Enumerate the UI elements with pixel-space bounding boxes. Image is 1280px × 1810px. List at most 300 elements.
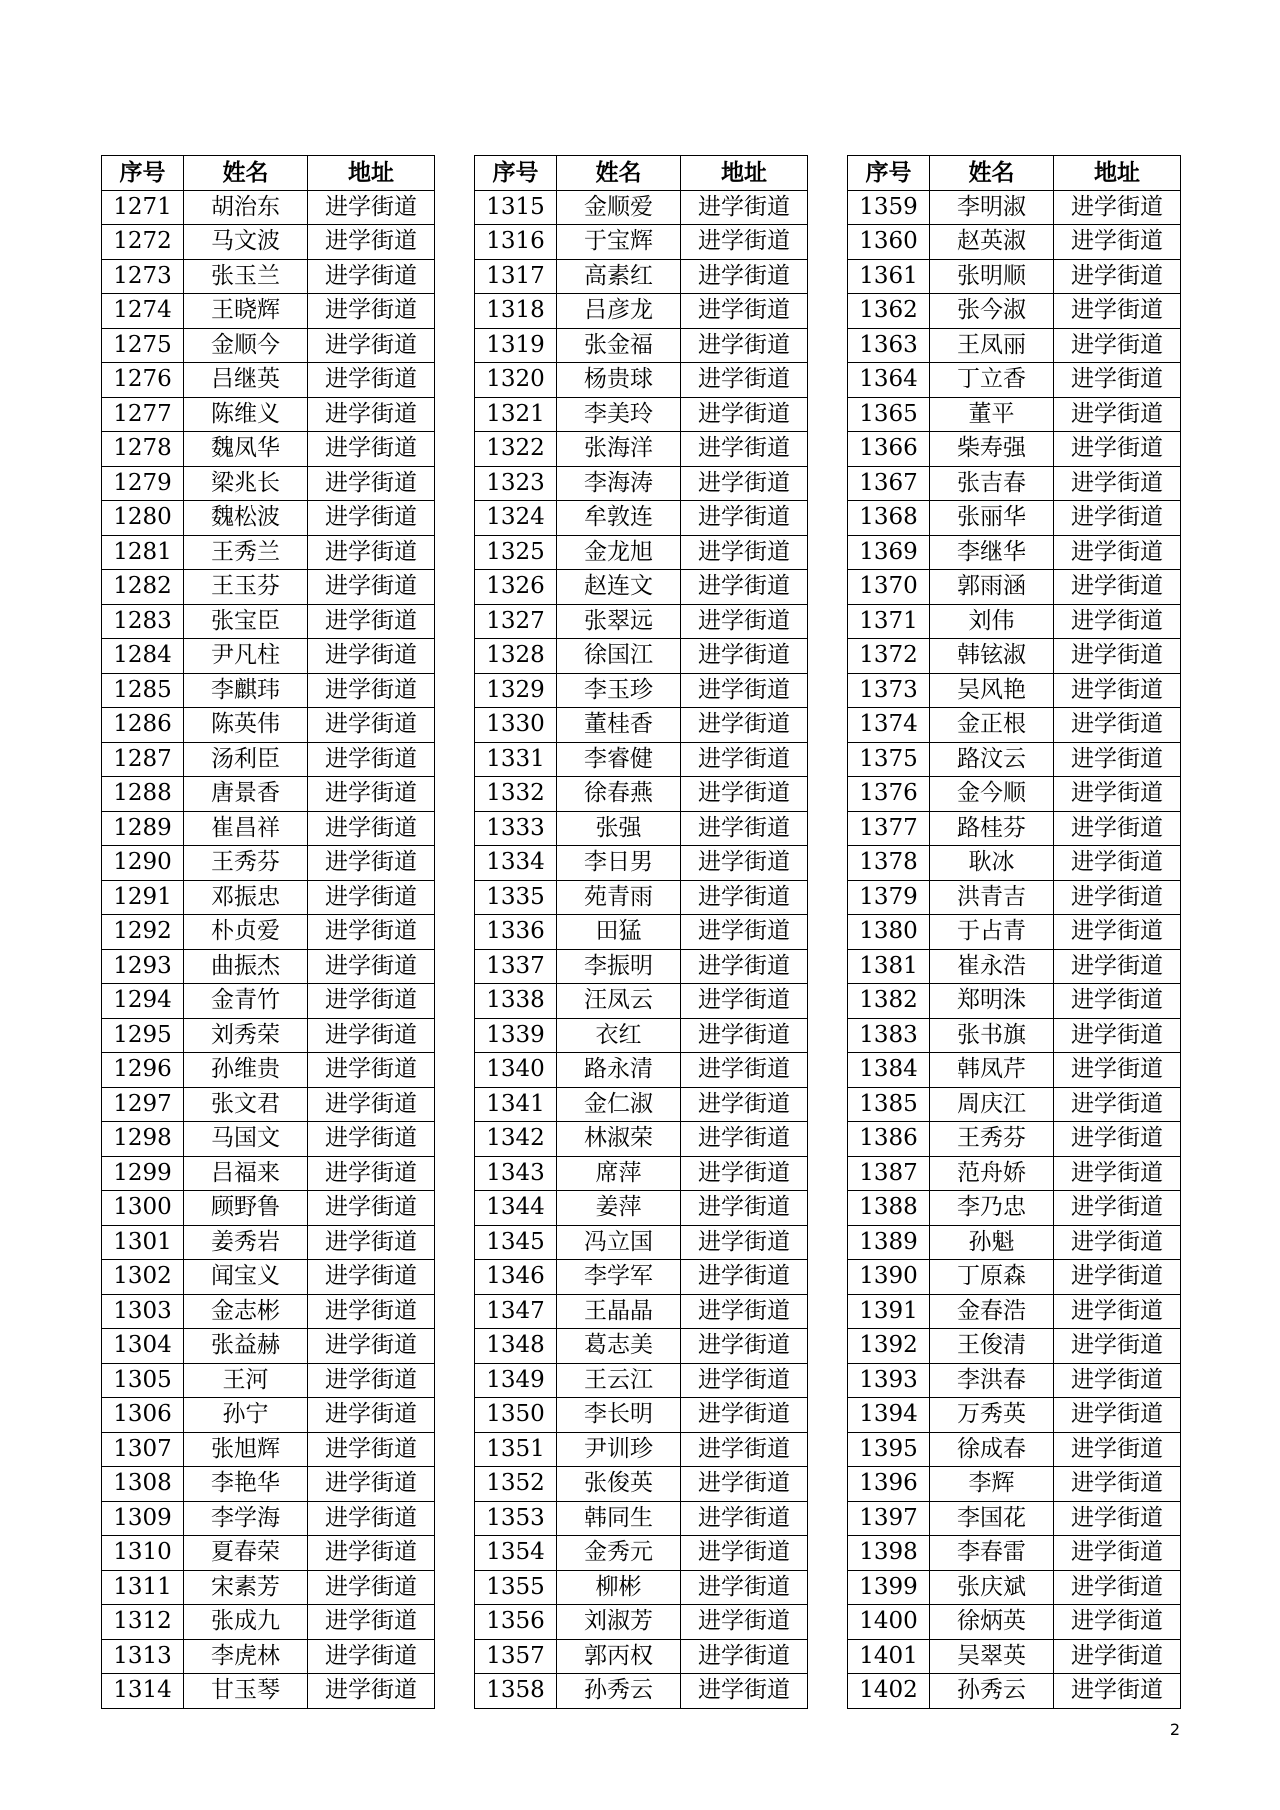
name-cell: 孙秀云	[930, 1674, 1054, 1709]
table-row	[475, 604, 808, 639]
serial-cell: 1304	[102, 1329, 184, 1364]
name-cell: 路汶云	[930, 742, 1054, 777]
serial-cell: 1391	[848, 1294, 930, 1329]
address-cell: 进学街道	[1054, 949, 1181, 984]
serial-cell: 1346	[475, 1260, 557, 1295]
name-cell: 张宝臣	[184, 604, 308, 639]
address-cell: 进学街道	[1054, 1294, 1181, 1329]
serial-cell: 1307	[102, 1432, 184, 1467]
name-cell: 王晶晶	[557, 1294, 681, 1329]
table-row	[475, 811, 808, 846]
table-row	[848, 259, 1181, 294]
address-cell: 进学街道	[681, 1191, 808, 1226]
serial-cell: 1342	[475, 1122, 557, 1157]
serial-cell: 1402	[848, 1674, 930, 1709]
table-row	[102, 1639, 435, 1674]
address-cell: 进学街道	[681, 1053, 808, 1088]
address-cell: 进学街道	[681, 328, 808, 363]
serial-cell: 1371	[848, 604, 930, 639]
table-row	[475, 846, 808, 881]
table-row	[475, 949, 808, 984]
serial-cell: 1397	[848, 1501, 930, 1536]
address-cell: 进学街道	[308, 1605, 435, 1640]
serial-cell: 1334	[475, 846, 557, 881]
address-cell: 进学街道	[681, 915, 808, 950]
serial-cell: 1302	[102, 1260, 184, 1295]
address-cell: 进学街道	[1054, 604, 1181, 639]
serial-cell: 1336	[475, 915, 557, 950]
address-cell: 进学街道	[681, 1294, 808, 1329]
address-cell: 进学街道	[1054, 501, 1181, 536]
serial-cell: 1328	[475, 639, 557, 674]
address-cell: 进学街道	[681, 708, 808, 743]
serial-cell: 1280	[102, 501, 184, 536]
name-cell: 王秀兰	[184, 535, 308, 570]
serial-cell: 1318	[475, 294, 557, 329]
serial-cell: 1338	[475, 984, 557, 1019]
name-cell: 王玉芬	[184, 570, 308, 605]
serial-cell: 1393	[848, 1363, 930, 1398]
name-cell: 朴贞爱	[184, 915, 308, 950]
serial-cell: 1372	[848, 639, 930, 674]
table-row	[475, 742, 808, 777]
serial-cell: 1376	[848, 777, 930, 812]
serial-cell: 1312	[102, 1605, 184, 1640]
table-row	[475, 1053, 808, 1088]
name-cell: 李艳华	[184, 1467, 308, 1502]
address-cell: 进学街道	[681, 1225, 808, 1260]
serial-cell: 1290	[102, 846, 184, 881]
name-cell: 李振明	[557, 949, 681, 984]
address-cell: 进学街道	[1054, 1536, 1181, 1571]
name-cell: 李辉	[930, 1467, 1054, 1502]
serial-cell: 1303	[102, 1294, 184, 1329]
address-cell: 进学街道	[681, 604, 808, 639]
header-row	[102, 156, 435, 191]
table-row	[848, 880, 1181, 915]
address-cell: 进学街道	[1054, 777, 1181, 812]
address-cell: 进学街道	[681, 259, 808, 294]
name-cell: 王秀芬	[930, 1122, 1054, 1157]
address-cell: 进学街道	[1054, 1398, 1181, 1433]
table-row	[848, 708, 1181, 743]
name-cell: 刘淑芳	[557, 1605, 681, 1640]
name-cell: 吴风艳	[930, 673, 1054, 708]
table-row	[848, 1605, 1181, 1640]
table-row	[102, 949, 435, 984]
address-cell: 进学街道	[308, 742, 435, 777]
name-cell: 柳彬	[557, 1570, 681, 1605]
name-cell: 葛志美	[557, 1329, 681, 1364]
address-cell: 进学街道	[308, 1363, 435, 1398]
serial-cell: 1363	[848, 328, 930, 363]
address-cell: 进学街道	[308, 294, 435, 329]
address-cell: 进学街道	[1054, 1363, 1181, 1398]
serial-cell: 1359	[848, 190, 930, 225]
table-row	[102, 1122, 435, 1157]
table-row	[102, 1536, 435, 1571]
address-cell: 进学街道	[681, 1467, 808, 1502]
name-cell: 董平	[930, 397, 1054, 432]
name-cell: 张庆斌	[930, 1570, 1054, 1605]
address-cell: 进学街道	[681, 846, 808, 881]
address-cell: 进学街道	[308, 915, 435, 950]
address-cell: 进学街道	[681, 1329, 808, 1364]
name-cell: 孙维贵	[184, 1053, 308, 1088]
table-row	[475, 501, 808, 536]
name-cell: 徐春燕	[557, 777, 681, 812]
table-row	[848, 1053, 1181, 1088]
table-row	[848, 1018, 1181, 1053]
serial-cell: 1355	[475, 1570, 557, 1605]
address-cell: 进学街道	[1054, 1605, 1181, 1640]
table-row	[475, 880, 808, 915]
serial-cell: 1286	[102, 708, 184, 743]
serial-cell: 1301	[102, 1225, 184, 1260]
name-cell: 王秀芬	[184, 846, 308, 881]
address-cell: 进学街道	[681, 535, 808, 570]
name-cell: 徐炳英	[930, 1605, 1054, 1640]
serial-cell: 1375	[848, 742, 930, 777]
table-row	[102, 639, 435, 674]
serial-cell: 1399	[848, 1570, 930, 1605]
name-cell: 冯立国	[557, 1225, 681, 1260]
table-row	[102, 811, 435, 846]
address-cell: 进学街道	[308, 639, 435, 674]
serial-cell: 1381	[848, 949, 930, 984]
table-row	[848, 535, 1181, 570]
table-row	[848, 1432, 1181, 1467]
address-cell: 进学街道	[681, 1605, 808, 1640]
name-cell: 赵连文	[557, 570, 681, 605]
table-row	[475, 294, 808, 329]
serial-cell: 1281	[102, 535, 184, 570]
name-cell: 徐国江	[557, 639, 681, 674]
address-cell: 进学街道	[308, 949, 435, 984]
address-cell: 进学街道	[1054, 1018, 1181, 1053]
name-cell: 范舟娇	[930, 1156, 1054, 1191]
table-row	[102, 1225, 435, 1260]
serial-cell: 1314	[102, 1674, 184, 1709]
table-row	[475, 1156, 808, 1191]
name-cell: 路永清	[557, 1053, 681, 1088]
address-cell: 进学街道	[308, 846, 435, 881]
header-serial: 序号	[475, 156, 557, 191]
table-row	[475, 1363, 808, 1398]
name-cell: 汪凤云	[557, 984, 681, 1019]
table-row	[848, 501, 1181, 536]
address-cell: 进学街道	[681, 570, 808, 605]
table-row	[848, 984, 1181, 1019]
table-row	[475, 1018, 808, 1053]
table-row	[848, 1570, 1181, 1605]
name-cell: 李美玲	[557, 397, 681, 432]
name-cell: 韩凤芹	[930, 1053, 1054, 1088]
serial-cell: 1294	[102, 984, 184, 1019]
table-row	[475, 190, 808, 225]
address-cell: 进学街道	[1054, 225, 1181, 260]
name-cell: 夏春荣	[184, 1536, 308, 1571]
address-cell: 进学街道	[308, 1501, 435, 1536]
serial-cell: 1352	[475, 1467, 557, 1502]
table-row	[848, 225, 1181, 260]
table-row	[102, 328, 435, 363]
address-cell: 进学街道	[1054, 466, 1181, 501]
serial-cell: 1317	[475, 259, 557, 294]
address-cell: 进学街道	[1054, 1570, 1181, 1605]
serial-cell: 1398	[848, 1536, 930, 1571]
name-cell: 吕彦龙	[557, 294, 681, 329]
table-row	[475, 1536, 808, 1571]
table-row	[102, 363, 435, 398]
serial-cell: 1299	[102, 1156, 184, 1191]
serial-cell: 1373	[848, 673, 930, 708]
serial-cell: 1361	[848, 259, 930, 294]
serial-cell: 1370	[848, 570, 930, 605]
table-row	[475, 1225, 808, 1260]
table-row	[102, 742, 435, 777]
address-cell: 进学街道	[1054, 294, 1181, 329]
address-cell: 进学街道	[1054, 190, 1181, 225]
address-cell: 进学街道	[681, 1570, 808, 1605]
name-cell: 张丽华	[930, 501, 1054, 536]
table-row	[102, 1087, 435, 1122]
address-cell: 进学街道	[308, 984, 435, 1019]
serial-cell: 1400	[848, 1605, 930, 1640]
table-row	[848, 1639, 1181, 1674]
name-cell: 张书旗	[930, 1018, 1054, 1053]
name-cell: 李国花	[930, 1501, 1054, 1536]
table-row	[102, 1018, 435, 1053]
serial-cell: 1368	[848, 501, 930, 536]
serial-cell: 1357	[475, 1639, 557, 1674]
address-cell: 进学街道	[681, 984, 808, 1019]
name-cell: 顾野鲁	[184, 1191, 308, 1226]
name-cell: 万秀英	[930, 1398, 1054, 1433]
name-cell: 韩铉淑	[930, 639, 1054, 674]
name-cell: 王云江	[557, 1363, 681, 1398]
address-cell: 进学街道	[308, 604, 435, 639]
name-cell: 洪青吉	[930, 880, 1054, 915]
address-cell: 进学街道	[308, 501, 435, 536]
serial-cell: 1384	[848, 1053, 930, 1088]
table-row	[475, 535, 808, 570]
table-row	[848, 604, 1181, 639]
name-cell: 李明淑	[930, 190, 1054, 225]
table-row	[848, 846, 1181, 881]
table-row	[102, 1605, 435, 1640]
address-cell: 进学街道	[308, 1398, 435, 1433]
name-cell: 陈维义	[184, 397, 308, 432]
name-cell: 张强	[557, 811, 681, 846]
name-cell: 崔永浩	[930, 949, 1054, 984]
address-cell: 进学街道	[308, 1087, 435, 1122]
roster-table-3	[847, 155, 1181, 1709]
table-row	[102, 777, 435, 812]
serial-cell: 1296	[102, 1053, 184, 1088]
address-cell: 进学街道	[308, 1294, 435, 1329]
table-row	[848, 1501, 1181, 1536]
name-cell: 李虎林	[184, 1639, 308, 1674]
address-cell: 进学街道	[681, 949, 808, 984]
name-cell: 张旭辉	[184, 1432, 308, 1467]
table-row	[102, 1432, 435, 1467]
name-cell: 张成九	[184, 1605, 308, 1640]
address-cell: 进学街道	[1054, 328, 1181, 363]
table-row	[475, 1087, 808, 1122]
name-cell: 李麒玮	[184, 673, 308, 708]
address-cell: 进学街道	[308, 1467, 435, 1502]
address-cell: 进学街道	[681, 1156, 808, 1191]
address-cell: 进学街道	[308, 466, 435, 501]
table-row	[848, 777, 1181, 812]
serial-cell: 1297	[102, 1087, 184, 1122]
table-row	[848, 1329, 1181, 1364]
name-cell: 姜秀岩	[184, 1225, 308, 1260]
serial-cell: 1275	[102, 328, 184, 363]
address-cell: 进学街道	[308, 1191, 435, 1226]
address-cell: 进学街道	[681, 1122, 808, 1157]
serial-cell: 1326	[475, 570, 557, 605]
table-row	[102, 880, 435, 915]
address-cell: 进学街道	[308, 259, 435, 294]
table-row	[102, 501, 435, 536]
table-row	[102, 1329, 435, 1364]
address-cell: 进学街道	[681, 1398, 808, 1433]
table-row	[102, 466, 435, 501]
address-cell: 进学街道	[308, 1156, 435, 1191]
name-cell: 张吉春	[930, 466, 1054, 501]
header-name: 姓名	[557, 156, 681, 191]
table-row	[848, 1260, 1181, 1295]
name-cell: 于占青	[930, 915, 1054, 950]
serial-cell: 1322	[475, 432, 557, 467]
name-cell: 赵英淑	[930, 225, 1054, 260]
name-cell: 郭雨涵	[930, 570, 1054, 605]
serial-cell: 1308	[102, 1467, 184, 1502]
serial-cell: 1289	[102, 811, 184, 846]
table-row	[102, 1260, 435, 1295]
table-row	[475, 1467, 808, 1502]
address-cell: 进学街道	[681, 190, 808, 225]
table-row	[848, 466, 1181, 501]
table-row	[848, 328, 1181, 363]
address-cell: 进学街道	[308, 1329, 435, 1364]
table-row	[475, 259, 808, 294]
address-cell: 进学街道	[1054, 1225, 1181, 1260]
serial-cell: 1337	[475, 949, 557, 984]
address-cell: 进学街道	[681, 1501, 808, 1536]
table-row	[475, 1122, 808, 1157]
serial-cell: 1321	[475, 397, 557, 432]
address-cell: 进学街道	[681, 1087, 808, 1122]
address-cell: 进学街道	[1054, 673, 1181, 708]
address-cell: 进学街道	[1054, 1156, 1181, 1191]
serial-cell: 1362	[848, 294, 930, 329]
serial-cell: 1358	[475, 1674, 557, 1709]
table-row	[475, 225, 808, 260]
serial-cell: 1353	[475, 1501, 557, 1536]
serial-cell: 1272	[102, 225, 184, 260]
header-name: 姓名	[184, 156, 308, 191]
address-cell: 进学街道	[308, 328, 435, 363]
address-cell: 进学街道	[681, 1260, 808, 1295]
serial-cell: 1386	[848, 1122, 930, 1157]
address-cell: 进学街道	[308, 432, 435, 467]
serial-cell: 1332	[475, 777, 557, 812]
table-row	[848, 673, 1181, 708]
name-cell: 徐成春	[930, 1432, 1054, 1467]
address-cell: 进学街道	[1054, 1260, 1181, 1295]
table-row	[102, 1156, 435, 1191]
table-row	[475, 708, 808, 743]
serial-cell: 1389	[848, 1225, 930, 1260]
name-cell: 李长明	[557, 1398, 681, 1433]
name-cell: 李学军	[557, 1260, 681, 1295]
table-row	[848, 1536, 1181, 1571]
table-row	[848, 1674, 1181, 1709]
table-row	[475, 639, 808, 674]
address-cell: 进学街道	[681, 1639, 808, 1674]
name-cell: 金龙旭	[557, 535, 681, 570]
address-cell: 进学街道	[1054, 1674, 1181, 1709]
address-cell: 进学街道	[1054, 880, 1181, 915]
serial-cell: 1306	[102, 1398, 184, 1433]
address-cell: 进学街道	[308, 811, 435, 846]
table-row	[102, 846, 435, 881]
name-cell: 李学海	[184, 1501, 308, 1536]
name-cell: 吴翠英	[930, 1639, 1054, 1674]
serial-cell: 1298	[102, 1122, 184, 1157]
roster-table-2	[474, 155, 808, 1709]
table-row	[848, 949, 1181, 984]
name-cell: 李睿健	[557, 742, 681, 777]
name-cell: 胡治东	[184, 190, 308, 225]
table-row	[848, 639, 1181, 674]
table-row	[475, 984, 808, 1019]
address-cell: 进学街道	[308, 535, 435, 570]
table-row	[848, 1294, 1181, 1329]
table-row	[102, 259, 435, 294]
name-cell: 路桂芬	[930, 811, 1054, 846]
serial-cell: 1300	[102, 1191, 184, 1226]
serial-cell: 1295	[102, 1018, 184, 1053]
table-row	[475, 466, 808, 501]
address-cell: 进学街道	[681, 742, 808, 777]
serial-cell: 1335	[475, 880, 557, 915]
header-row	[475, 156, 808, 191]
table-row	[848, 397, 1181, 432]
name-cell: 刘伟	[930, 604, 1054, 639]
serial-cell: 1364	[848, 363, 930, 398]
name-cell: 魏凤华	[184, 432, 308, 467]
name-cell: 张玉兰	[184, 259, 308, 294]
name-cell: 田猛	[557, 915, 681, 950]
address-cell: 进学街道	[308, 397, 435, 432]
serial-cell: 1277	[102, 397, 184, 432]
serial-cell: 1293	[102, 949, 184, 984]
table-row	[848, 570, 1181, 605]
name-cell: 崔昌祥	[184, 811, 308, 846]
table-row	[475, 397, 808, 432]
address-cell: 进学街道	[1054, 639, 1181, 674]
serial-cell: 1329	[475, 673, 557, 708]
serial-cell: 1347	[475, 1294, 557, 1329]
address-cell: 进学街道	[308, 1570, 435, 1605]
serial-cell: 1380	[848, 915, 930, 950]
serial-cell: 1356	[475, 1605, 557, 1640]
name-cell: 李日男	[557, 846, 681, 881]
